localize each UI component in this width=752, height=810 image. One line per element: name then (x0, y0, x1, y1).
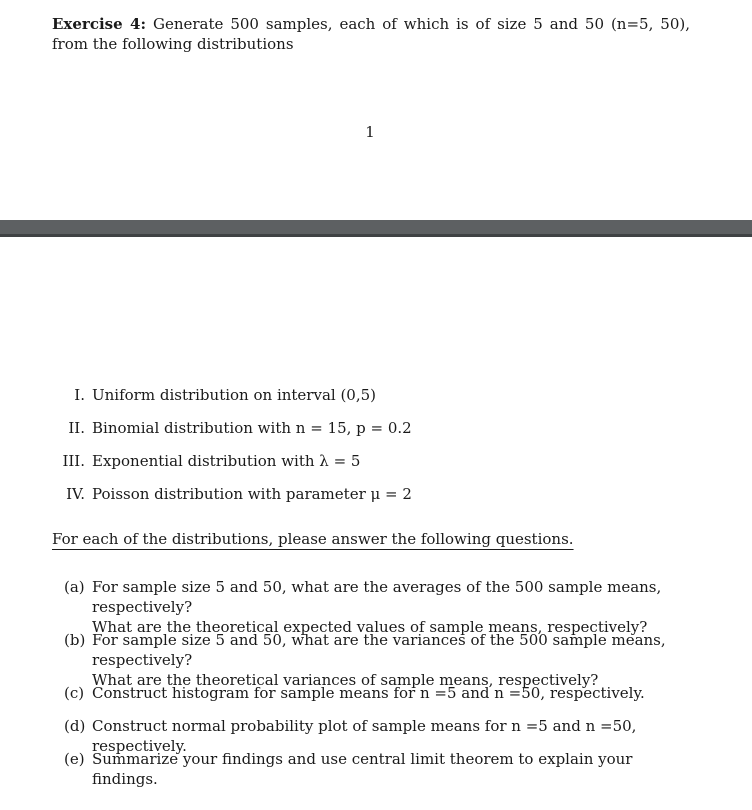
question-text (92, 577, 702, 637)
item-number: I. (74, 386, 85, 404)
questions-intro: For each of the distributions, please answer the following questions. (52, 530, 574, 548)
question-item (0, 630, 752, 689)
question-list (0, 577, 752, 788)
list-item (0, 418, 752, 451)
item-text: Poisson distribution with parameter μ = 2 (92, 485, 412, 503)
question-label: (e) (64, 750, 85, 768)
question-line: What are the theoretical variances of sample means, respectively? (92, 671, 599, 689)
question-text: Construct normal probability plot of sample means for n =5 and n =50, respectively. (92, 717, 637, 755)
page-number: 1 (365, 123, 375, 141)
question-line: What are the theoretical expected values of sample means, respectively? (92, 618, 648, 636)
exercise-text: Generate 500 samples, each of which is of size 5 and 50 (n=5, 50), from the following distributions (52, 15, 690, 53)
page-top (0, 0, 752, 220)
question-label: (d) (64, 717, 86, 735)
item-text: Exponential distribution with λ = 5 (92, 452, 361, 470)
question-text: Summarize your findings and use central limit theorem to explain your findings. (92, 750, 633, 788)
item-number: II. (68, 419, 85, 437)
question-item (0, 716, 752, 755)
list-item (0, 484, 752, 517)
exercise-label: Exercise 4: (52, 15, 147, 33)
item-text: Uniform distribution on interval (0,5) (92, 386, 377, 404)
item-number: IV. (66, 485, 85, 503)
item-number: III. (62, 452, 85, 470)
question-item (0, 683, 752, 716)
question-line: For sample size 5 and 50, what are the averages of the 500 sample means, respectively? (92, 578, 662, 616)
question-text (92, 630, 702, 690)
question-line: For sample size 5 and 50, what are the variances of the 500 sample means, respectively? (92, 631, 666, 669)
distribution-list (0, 385, 752, 517)
question-item (0, 577, 752, 636)
item-text: Binomial distribution with n = 15, p = 0.2 (92, 419, 412, 437)
question-item (0, 749, 752, 788)
page-divider (0, 220, 752, 237)
question-label: (b) (64, 631, 86, 649)
list-item (0, 385, 752, 418)
list-item (0, 451, 752, 484)
question-label: (c) (64, 684, 85, 702)
exercise-statement (52, 14, 690, 54)
question-text: Construct histogram for sample means for n =5 and n =50, respectively. (92, 684, 645, 702)
question-label: (a) (64, 578, 85, 596)
